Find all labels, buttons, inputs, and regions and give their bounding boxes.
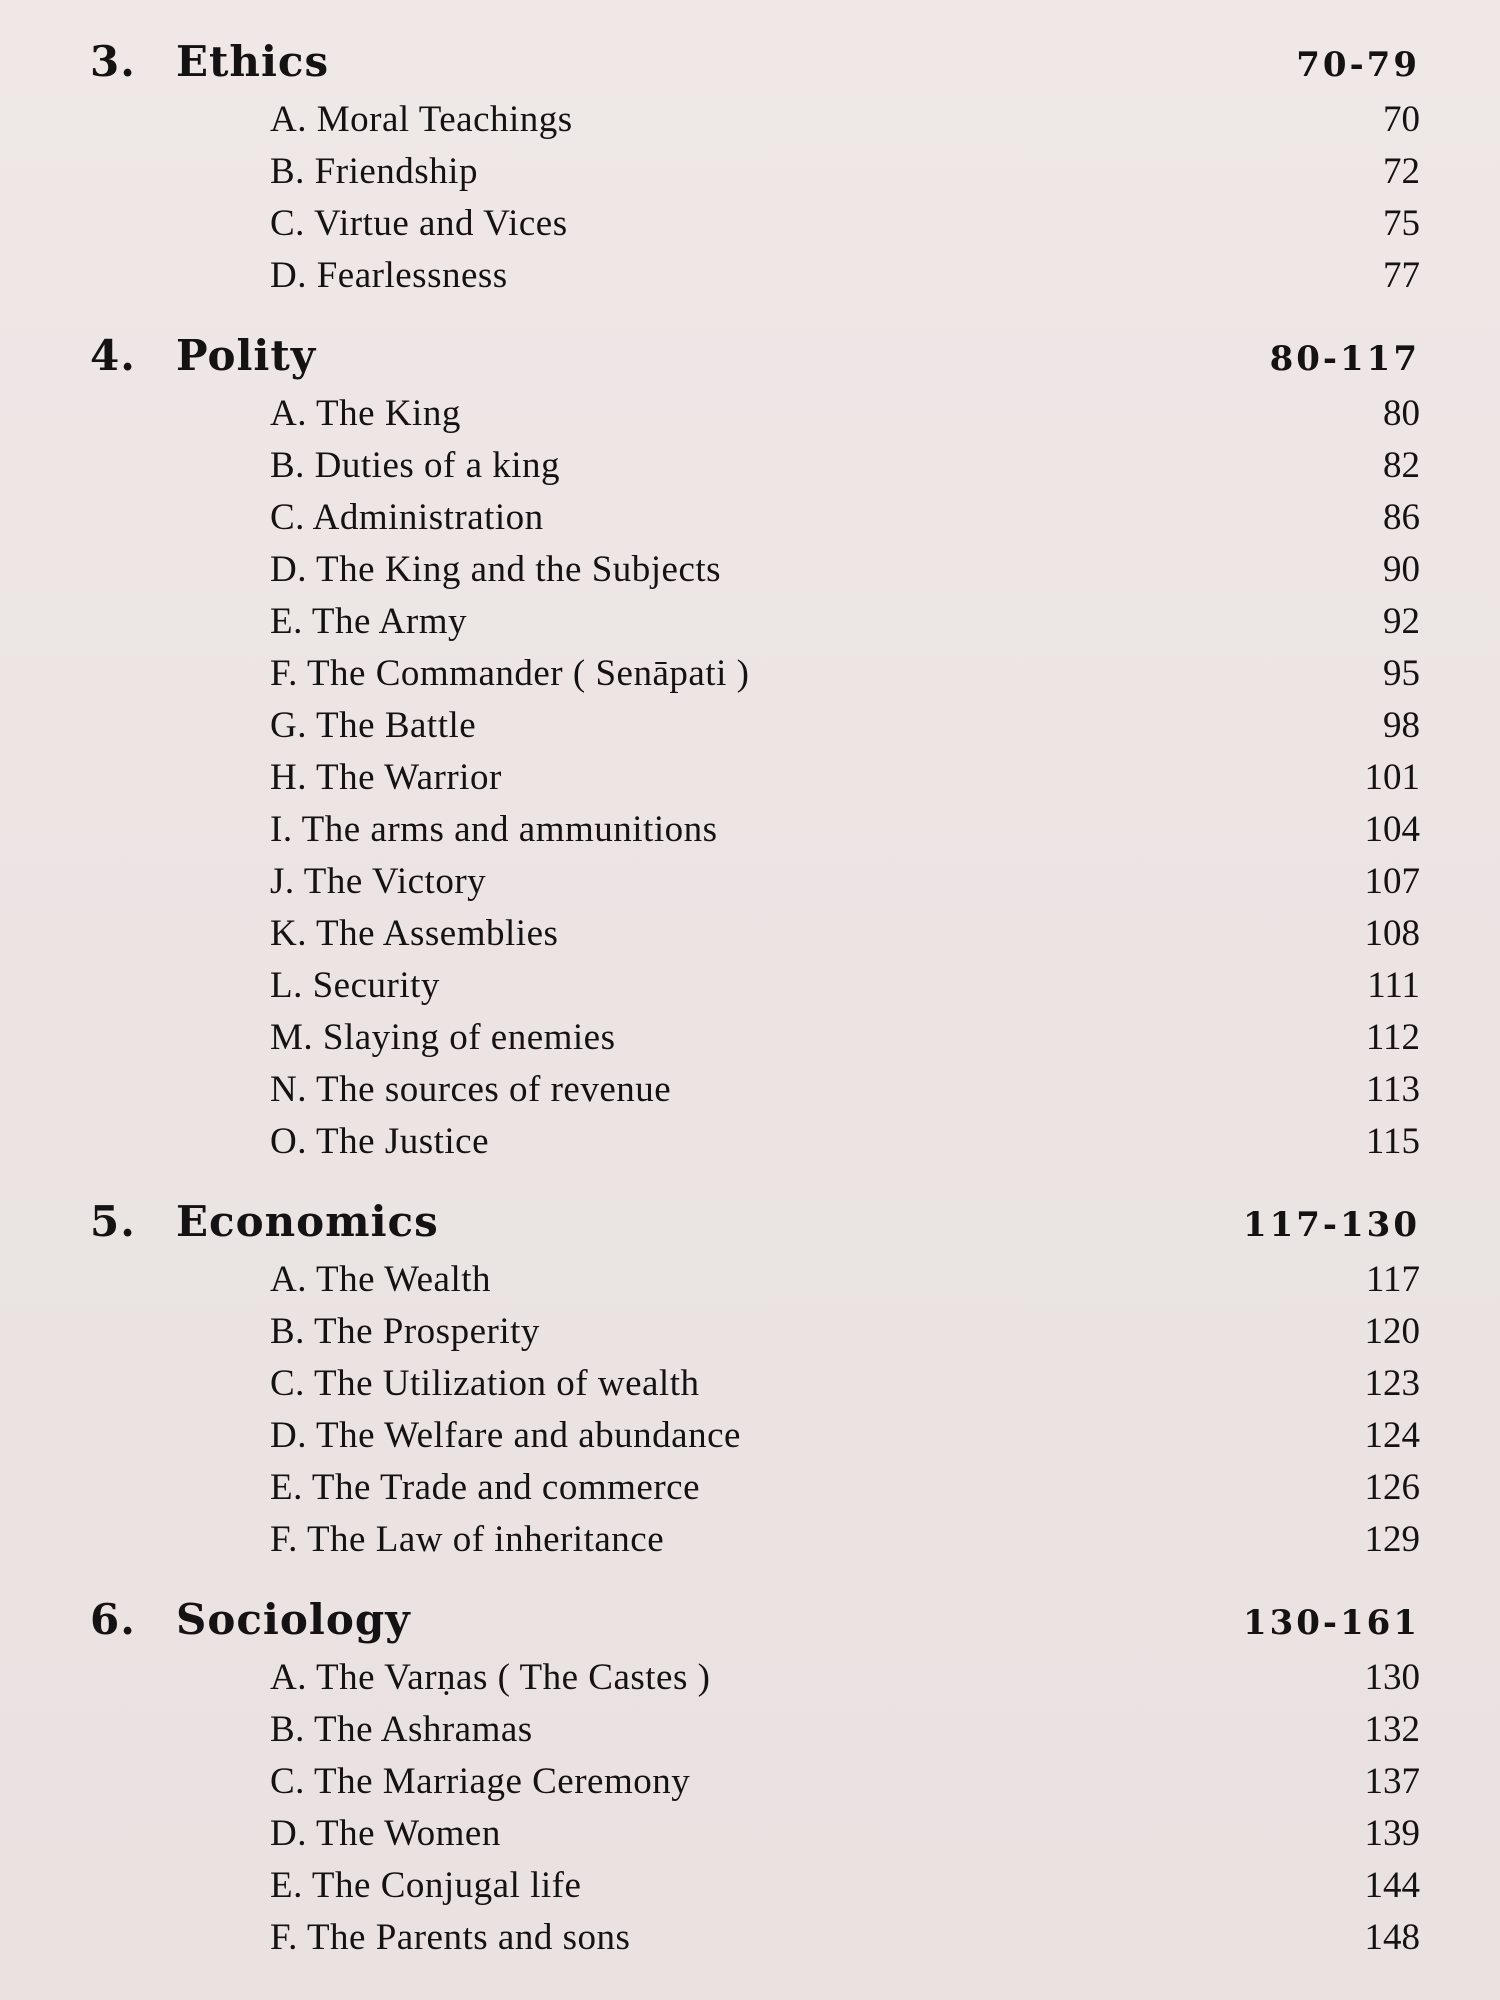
- entry-page: 130: [1364, 1657, 1420, 1698]
- toc-entry: [90, 1756, 1420, 1808]
- entry-label: B. The Ashramas: [270, 1709, 533, 1750]
- section-title: [90, 1588, 411, 1652]
- section-number: 5.: [90, 1197, 136, 1246]
- entry-page: 107: [1364, 861, 1420, 902]
- toc-entry: [90, 440, 1420, 492]
- entry-page: 95: [1383, 653, 1420, 694]
- entry-label: C. The Utilization of wealth: [270, 1363, 700, 1404]
- toc-entry: [90, 388, 1420, 440]
- toc-entry: [90, 250, 1420, 302]
- entry-label: F. The Commander ( Senāpati ): [270, 653, 750, 694]
- entry-page: 126: [1364, 1467, 1420, 1508]
- entry-page: 117: [1365, 1259, 1420, 1300]
- toc-entry: [90, 1912, 1420, 1964]
- entry-page: 120: [1364, 1311, 1420, 1352]
- toc-entry: [90, 1116, 1420, 1168]
- entry-label: D. Fearlessness: [270, 255, 508, 296]
- entry-page: 115: [1365, 1121, 1420, 1162]
- entry-label: B. Friendship: [270, 151, 478, 192]
- entry-page: 75: [1383, 203, 1420, 244]
- entry-page: 137: [1364, 1761, 1420, 1802]
- entry-label: F. The Law of inheritance: [270, 1519, 665, 1560]
- entry-label: G. The Battle: [270, 705, 477, 746]
- toc-entry: [90, 492, 1420, 544]
- section-page-range: 117-130: [1242, 1205, 1420, 1245]
- section-page-range: 70-79: [1296, 45, 1420, 85]
- entry-label: D. The Welfare and abundance: [270, 1415, 741, 1456]
- entry-page: 101: [1364, 757, 1420, 798]
- toc-entry: [90, 1704, 1420, 1756]
- entry-page: 72: [1383, 151, 1420, 192]
- entry-page: 104: [1364, 809, 1420, 850]
- entry-label: N. The sources of revenue: [270, 1069, 672, 1110]
- section-sociology: [90, 1588, 1420, 1964]
- section-page-range: 130-161: [1242, 1603, 1420, 1643]
- toc-entry: [90, 1652, 1420, 1704]
- entry-label: L. Security: [270, 965, 440, 1006]
- entry-label: E. The Army: [270, 601, 467, 642]
- entry-page: 124: [1364, 1415, 1420, 1456]
- entry-page: 80: [1383, 393, 1420, 434]
- section-number: 6.: [90, 1595, 136, 1644]
- entry-label: H. The Warrior: [270, 757, 502, 798]
- section-economics: [90, 1190, 1420, 1566]
- section-title: [90, 30, 329, 94]
- entry-page: 112: [1365, 1017, 1420, 1058]
- section-title: [90, 1190, 439, 1254]
- toc-entry: [90, 1514, 1420, 1566]
- section-number: 3.: [90, 37, 136, 86]
- section-title-text: Polity: [176, 331, 317, 380]
- toc-entry: [90, 1012, 1420, 1064]
- entry-label: C. Administration: [270, 497, 544, 538]
- toc-entry: [90, 94, 1420, 146]
- entry-label: I. The arms and ammunitions: [270, 809, 718, 850]
- toc-entry: [90, 856, 1420, 908]
- section-title-text: Economics: [176, 1197, 439, 1246]
- entry-label: F. The Parents and sons: [270, 1917, 631, 1958]
- entry-page: 148: [1364, 1917, 1420, 1958]
- toc-entry: [90, 1358, 1420, 1410]
- toc-entry: [90, 752, 1420, 804]
- section-number: 4.: [90, 331, 136, 380]
- toc-entry: [90, 1462, 1420, 1514]
- section-heading: [90, 30, 1420, 94]
- entry-label: D. The King and the Subjects: [270, 549, 722, 590]
- entry-page: 70: [1383, 99, 1420, 140]
- section-heading: [90, 1588, 1420, 1652]
- entry-label: M. Slaying of enemies: [270, 1017, 616, 1058]
- table-of-contents: [90, 30, 1420, 1986]
- section-ethics: [90, 30, 1420, 302]
- entry-page: 132: [1364, 1709, 1420, 1750]
- entry-label: A. The Varṇas ( The Castes ): [270, 1657, 711, 1698]
- toc-entry: [90, 1306, 1420, 1358]
- section-title: [90, 324, 316, 388]
- section-title-text: Sociology: [176, 1595, 411, 1644]
- toc-entry: [90, 648, 1420, 700]
- toc-entry: [90, 146, 1420, 198]
- toc-entry: [90, 960, 1420, 1012]
- entry-label: D. The Women: [270, 1813, 501, 1854]
- entry-label: C. Virtue and Vices: [270, 203, 568, 244]
- entry-label: B. Duties of a king: [270, 445, 561, 486]
- toc-entry: [90, 1254, 1420, 1306]
- entry-label: A. The King: [270, 393, 461, 434]
- toc-entry: [90, 1860, 1420, 1912]
- entry-label: C. The Marriage Ceremony: [270, 1761, 691, 1802]
- entry-page: 108: [1364, 913, 1420, 954]
- section-page-range: 80-117: [1269, 339, 1420, 379]
- toc-entry: [90, 908, 1420, 960]
- entry-page: 90: [1383, 549, 1420, 590]
- toc-entry: [90, 804, 1420, 856]
- entry-label: O. The Justice: [270, 1121, 490, 1162]
- section-title-text: Ethics: [176, 37, 330, 86]
- section-heading: [90, 324, 1420, 388]
- entry-page: 129: [1364, 1519, 1420, 1560]
- entry-page: 98: [1383, 705, 1420, 746]
- entry-page: 113: [1365, 1069, 1420, 1110]
- entry-page: 86: [1383, 497, 1420, 538]
- toc-entry: [90, 544, 1420, 596]
- entry-page: 123: [1364, 1363, 1420, 1404]
- section-polity: [90, 324, 1420, 1168]
- entry-page: 139: [1364, 1813, 1420, 1854]
- toc-entry: [90, 596, 1420, 648]
- entry-label: E. The Conjugal life: [270, 1865, 582, 1906]
- entry-page: 111: [1367, 965, 1420, 1006]
- entry-label: E. The Trade and commerce: [270, 1467, 700, 1508]
- entry-page: 92: [1383, 601, 1420, 642]
- entry-label: A. The Wealth: [270, 1259, 492, 1300]
- toc-entry: [90, 1808, 1420, 1860]
- entry-page: 144: [1364, 1865, 1420, 1906]
- section-heading: [90, 1190, 1420, 1254]
- toc-entry: [90, 198, 1420, 250]
- toc-entry: [90, 1064, 1420, 1116]
- entry-label: A. Moral Teachings: [270, 99, 573, 140]
- toc-entry: [90, 700, 1420, 752]
- entry-label: B. The Prosperity: [270, 1311, 540, 1352]
- entry-page: 77: [1383, 255, 1420, 296]
- toc-entry: [90, 1410, 1420, 1462]
- entry-label: J. The Victory: [270, 861, 487, 902]
- entry-page: 82: [1383, 445, 1420, 486]
- entry-label: K. The Assemblies: [270, 913, 559, 954]
